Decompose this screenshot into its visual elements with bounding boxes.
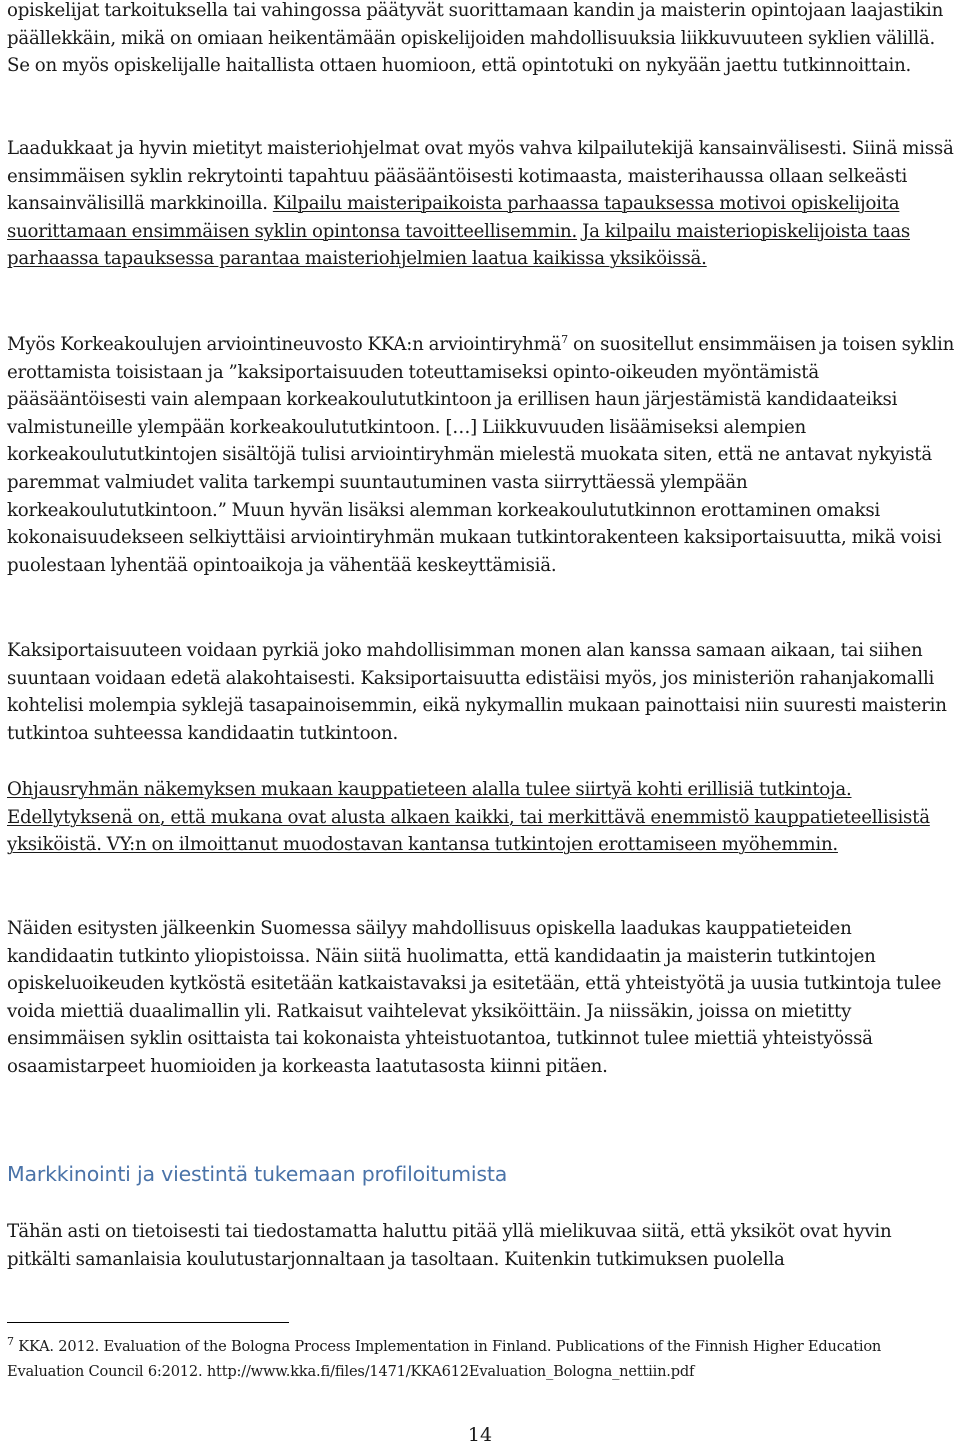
footnote-text: KKA. 2012. Evaluation of the Bologna Process Implementation in Finland. Publications of the Finnish Higher Education Evaluation Council 6:2012. http://www.kka.fi/files/1471/KKA612Evaluation_Bologna_nettiin.pdf bbox=[7, 1338, 882, 1380]
footnote-reference: 7 bbox=[561, 332, 568, 346]
paragraph-5: Ohjausryhmän näkemyksen mukaan kauppatieteen alalla tulee siirtyä kohti erillisiä tutkintoja. Edellytyksenä on, että mukana ovat alusta alkaen kaikki, tai merkittävä enemmistö kauppatieteellisistä yksiköistä. VY:n on ilmoittanut muodostavan kantansa tutkintojen erottamiseen myöhemmin. bbox=[7, 779, 930, 856]
paragraph-2-segment: Kilpailu maisteripaikoista parhaassa tapauksessa motivoi opiskelijoita suorittamaan ensimmäisen syklin opintonsa tavoitteellisemmin. bbox=[7, 193, 900, 242]
page-number: 14 bbox=[467, 1424, 493, 1446]
footnote-mark: 7 bbox=[7, 1335, 14, 1349]
paragraph-2-segment: Laadukkaat ja hyvin mietityt maisteriohjelmat ovat myös vahva kilpailutekijä kansainvälisesti. Siinä missä ensimmäisen syklin rekrytointi tapahtuu pääsääntöisesti kotimaasta, maisterihaussa ollaan selkeästi kansainvälisillä markkinoilla. bbox=[7, 138, 954, 215]
paragraph-3-text-a: Myös Korkeakoulujen arviointineuvosto KKA:n arviointiryhmä bbox=[7, 334, 562, 355]
paragraph-1 bbox=[7, 0, 957, 80]
footnote-divider bbox=[7, 1322, 289, 1323]
paragraph-6: Näiden esitysten jälkeenkin Suomessa säilyy mahdollisuus opiskella laadukas kauppatieteiden kandidaatin tutkinto yliopistoissa. Näin siitä huolimatta, että kandidaatin ja maisterin tutkintojen opiskeluoikeuden kytköstä esitetään katkaistavaksi ja esitetään, että yhteistyötä ja uusia tutkintoja tulee voida miettiä duaalimallin yli. Ratkaisut vaihtelevat yksiköittäin. Ja niissäkin, joissa on mietitty ensimmäisen syklin osittaista tai kokonaista yhteistuotantoa, tutkinnot tulee miettiä yhteistyössä osaamistarpeet huomioiden ja korkeasta laatutasosta kiinni pitäen. bbox=[7, 918, 942, 1077]
footnote bbox=[7, 1335, 957, 1384]
paragraph-3 bbox=[7, 331, 960, 579]
paragraph-4: Kaksiportaisuuteen voidaan pyrkiä joko mahdollisimman monen alan kanssa samaan aikaan, tai siihen suuntaan voidaan edetä alakohtaisesti. Kaksiportaisuutta edistäisi myös, jos ministeriön rahanjakomalli kohtelisi molempia syklejä tasapainoisemmin, eikä nykymallin mukaan painottaisi niin suuresti maisterin tutkintoa suhteessa kandidaatin tutkintoon. bbox=[7, 640, 947, 744]
paragraph-7: Tähän asti on tietoisesti tai tiedostamatta haluttu pitää yllä mielikuvaa siitä, että yksiköt ovat hyvin pitkälti samanlaisia koulutustarjonnaltaan ja tasoltaan. Kuitenkin tutkimuksen puolella bbox=[7, 1221, 892, 1270]
paragraph-1-segment: opiskelijat tarkoituksella tai vahingossa päätyvät suorittamaan kandin ja maisterin opintojaan laajastikin päällekkäin, mikä on omiaan heikentämään opiskelijoiden mahdollisuuksia liikkuvuuteen syklien välillä. bbox=[7, 0, 944, 49]
paragraph-1-segment: Se on myös opiskelijalle haitallista ottaen huomioon, että opintotuki on nykyään jaettu tutkinnoittain. bbox=[7, 55, 912, 77]
section-heading: Markkinointi ja viestintä tukemaan profiloitumista bbox=[7, 1162, 508, 1186]
paragraph-2-segment: Ja kilpailu maisteriopiskelijoista taas parhaassa tapauksessa parantaa maisteriohjelmien laatua kaikissa yksiköissä. bbox=[7, 220, 910, 270]
paragraph-2 bbox=[7, 135, 957, 273]
paragraph-3-text-b: on suositellut ensimmäisen ja toisen syklin erottamista toisistaan ja ”kaksiportaisuuden toteuttamiseksi opinto-oikeuden myöntämistä pääsääntöisesti vain alempaan korkeakoulututkintoon ja erillisen haun järjestämistä kandidaateiksi valmistuneille ylempään korkeakoulututkintoon. […] Liikkuvuuden lisäämiseksi alempien korkeakoulututkintojen sisältöjä tulisi arviointiryhmän mielestä muokata siten, että ne antavat nykyistä paremmat valmiudet valita tarkempi suuntautuminen vasta siirryttäessä ylempään korkeakoulututkintoon.” Muun hyvän lisäksi alemman korkeakoulututkinnon erottaminen omaksi kokonaisuudekseen selkiyttäisi arviointiryhmän mukaan tutkintorakenteen kaksiportaisuutta, mikä voisi puolestaan lyhentää opintoaikoja ja vähentää keskeyttämisiä. bbox=[7, 334, 955, 576]
